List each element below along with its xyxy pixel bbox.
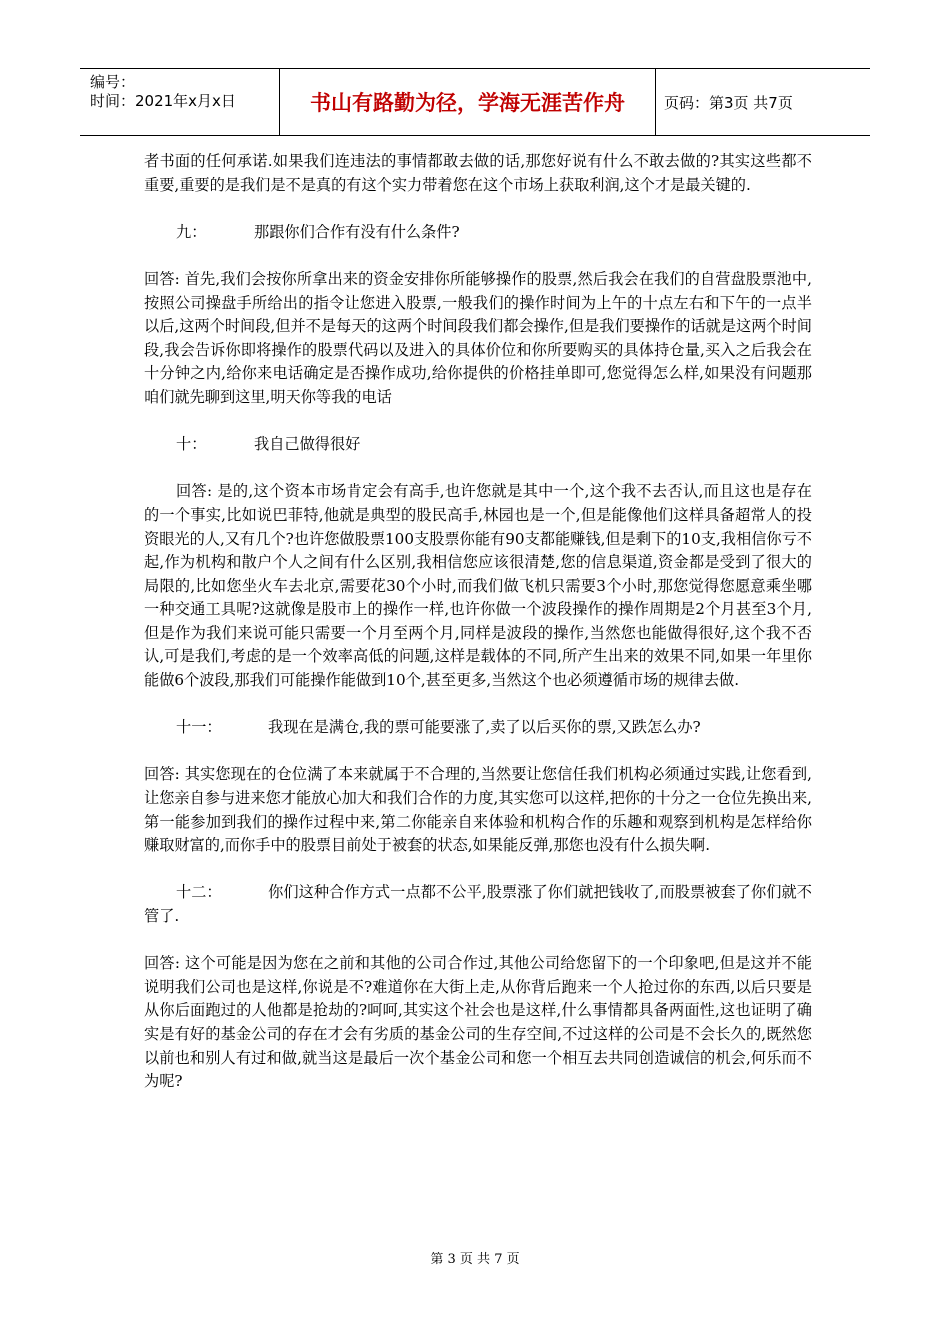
header-meta — [80, 69, 280, 135]
answer-10: 回答: 是的,这个资本市场肯定会有高手,也许您就是其中一个,这个我不去否认,而且这也是存在的一个事实,比如说巴菲特,他就是典型的股民高手,林园也是一个,但是能像他们这样具备超常人的投资眼光的人,又有几个?也许您做股票100支股票你能有90支都能赚钱,但是剩下的10支,我相信你亏不起,作为机构和散户个人之间有什么区别,我相信您应该很清楚,您的信息渠道,资金都是受到了很大的局限的,比如您坐火车去北京,需要花30个小时,而我们做飞机只需要3个小时,那您觉得您愿意乘坐哪一种交通工具呢?这就像是股市上的操作一样,也许你做一个波段操作的操作周期是2个月甚至3个月,但是作为我们来说可能只需要一个月至两个月,同样是波段的操作,当然您也能做得很好,这个我不否认,可是我们,考虑的是一个效率高低的问题,这样是载体的不同,所产生出来的效果不同,如果一年里你能做6个波段,那我们可能操作能做到10个,甚至更多,当然这个也必须遵循市场的规律去做. — [144, 482, 812, 690]
page-header — [80, 68, 870, 136]
question-text: 那跟你们合作有没有什么条件? — [254, 222, 460, 241]
answer-12: 回答: 这个可能是因为您在之前和其他的公司合作过,其他公司给您留下的一个印象吧,但是这并不能说明我们公司也是这样,你说是不?难道你在大街上走,从你背后跑来一个人抢过你的东西,以后只要是从你后面跑过的人他都是抢劫的?呵呵,其实这个社会也是这样,什么事情都具备两面性,这也证明了确实是有好的基金公司的存在才会有劣质的基金公司的生存空间,不过这样的公司是不会长久的,既然您以前也和别人有过和做,就当这是最后一次个基金公司和您一个相互去共同创造诚信的机会,何乐而不为呢? — [144, 954, 812, 1091]
page-footer: 第 3 页 共 7 页 — [430, 1252, 520, 1267]
question-9 — [144, 221, 812, 245]
question-12 — [144, 881, 812, 928]
question-text: 我现在是满仓,我的票可能要涨了,卖了以后买你的票,又跌怎么办? — [268, 718, 701, 737]
question-number: 九： — [176, 222, 207, 241]
document-number-label: 编号： — [90, 73, 136, 91]
question-number: 十一： — [176, 718, 222, 737]
answer-9: 回答: 首先,我们会按你所拿出来的资金安排你所能够操作的股票,然后我会在我们的自营盘股票池中,按照公司操盘手所给出的指令让您进入股票,一般我们的操作时间为上午的十点左右和下午的一点半以后,这两个时间段,但并不是每天的这两个时间段我们都会操作,但是我们要操作的话就是这两个时间段,我会告诉你即将操作的股票代码以及进入的具体价位和你所要购买的具体持仓量,买入之后我会在十分钟之内,给你来电话确定是否操作成功,给你提供的价格挂单即可,您觉得怎么样,如果没有问题那咱们就先聊到这里,明天你等我的电话 — [144, 269, 812, 406]
question-11 — [144, 716, 812, 740]
header-motto: 书山有路勤为径，学海无涯苦作舟 — [280, 69, 656, 135]
answer-11: 回答: 其实您现在的仓位满了本来就属于不合理的,当然要让您信任我们机构必须通过实践,让您看到,让您亲自参与进来您才能放心加大和我们合作的力度,其实您可以这样,把你的十分之一仓位先换出来,第一能参加到我们的操作过程中来,第二你能亲自来体验和机构合作的乐趣和观察到机构是怎样给你赚取财富的,而你手中的股票目前处于被套的状态,如果能反弹,那您也没有什么损失啊. — [144, 765, 812, 855]
paragraph-continuation: 者书面的任何承诺.如果我们连违法的事情都敢去做的话,那您好说有什么不敢去做的?其实这些都不重要,重要的是我们是不是真的有这个实力带着您在这个市场上获取利润,这个才是最关键的. — [144, 152, 812, 194]
header-page-info: 页码：第3页 共7页 — [664, 93, 793, 112]
question-number: 十二： — [176, 883, 222, 902]
question-number: 十： — [176, 435, 207, 454]
question-text: 你们这种合作方式一点都不公平,股票涨了你们就把钱收了,而股票被套了你们就不管了. — [144, 883, 812, 925]
question-text: 我自己做得很好 — [254, 435, 361, 454]
document-body — [144, 150, 812, 1094]
document-date: 时间：2021年x月x日 — [90, 92, 236, 110]
question-10 — [144, 433, 812, 457]
